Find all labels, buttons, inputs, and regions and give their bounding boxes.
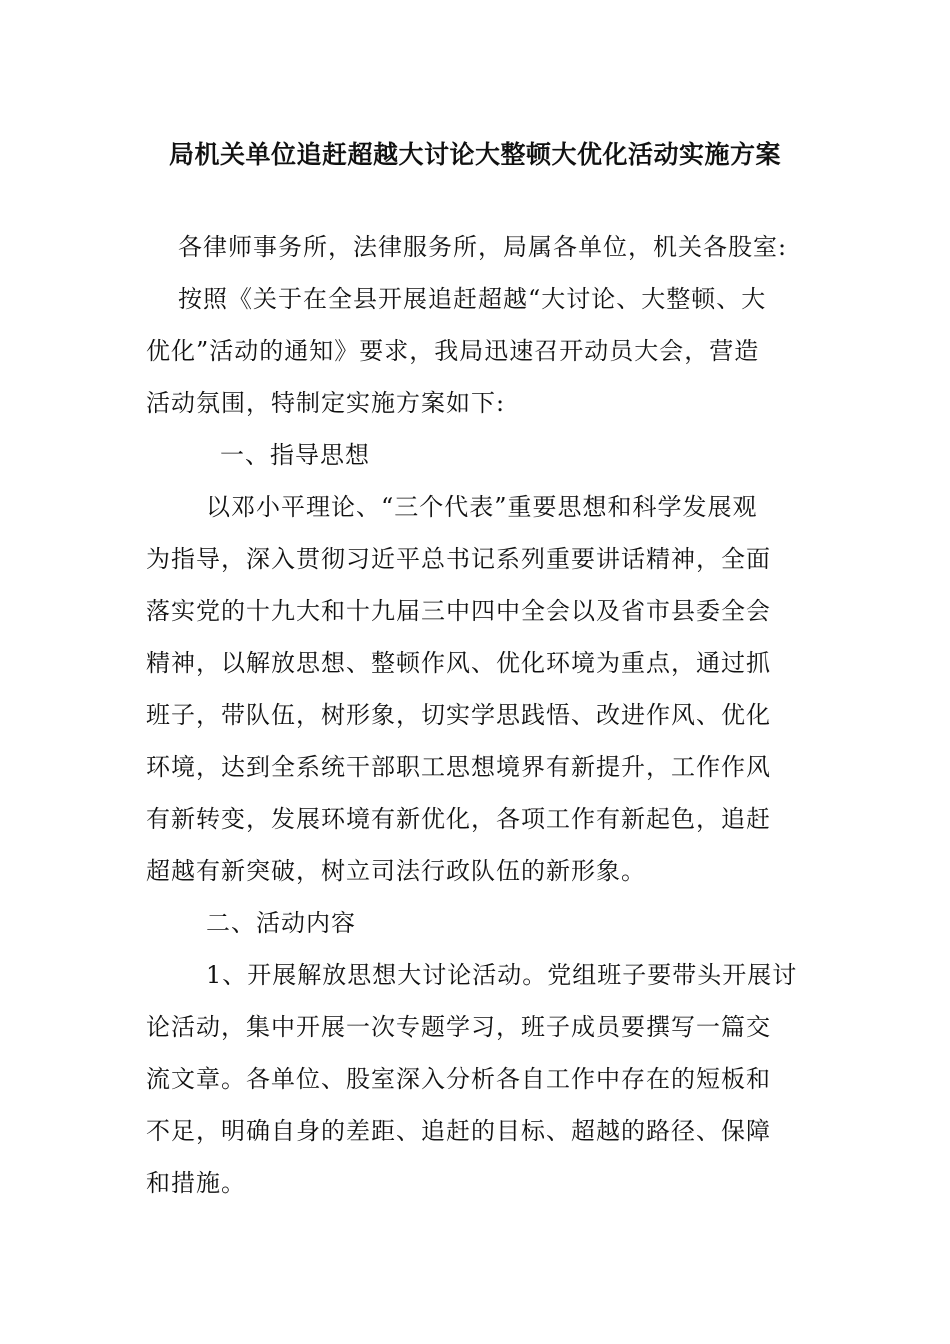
paragraph-line: 班子，带队伍，树形象，切实学思践悟、改进作风、优化	[146, 701, 771, 729]
section-heading: 一、指导思想	[220, 441, 370, 469]
document-title: 局机关单位追赶超越大讨论大整顿大优化活动实施方案	[168, 140, 781, 169]
paragraph-line: 流文章。各单位、股室深入分析各自工作中存在的短板和	[146, 1065, 771, 1093]
salutation-line: 各律师事务所，法律服务所，局属各单位，机关各股室:	[178, 233, 788, 261]
paragraph-line: 为指导，深入贯彻习近平总书记系列重要讲话精神，全面	[146, 545, 771, 573]
paragraph-line: 以邓小平理论、“三个代表”重要思想和科学发展观	[206, 493, 758, 521]
paragraph-line: 超越有新突破，树立司法行政队伍的新形象。	[146, 857, 646, 885]
paragraph-line: 有新转变，发展环境有新优化，各项工作有新起色，追赶	[146, 805, 771, 833]
paragraph-line: 不足，明确自身的差距、追赶的目标、超越的路径、保障	[146, 1117, 771, 1145]
paragraph-line: 精神，以解放思想、整顿作风、优化环境为重点，通过抓	[146, 649, 771, 677]
section-heading: 二、活动内容	[206, 909, 356, 937]
paragraph-line: 优化”活动的通知》要求，我局迅速召开动员大会，营造	[146, 337, 760, 365]
paragraph-line: 和措施。	[146, 1169, 246, 1197]
paragraph-line: 落实党的十九大和十九届三中四中全会以及省市县委全会	[146, 597, 771, 625]
paragraph-line: 活动氛围，特制定实施方案如下:	[146, 389, 506, 417]
paragraph-line: 按照《关于在全县开展追赶超越“大讨论、大整顿、大	[178, 285, 767, 313]
paragraph-line: 环境，达到全系统干部职工思想境界有新提升，工作作风	[146, 753, 771, 781]
paragraph-line: 论活动，集中开展一次专题学习，班子成员要撰写一篇交	[146, 1013, 771, 1041]
paragraph-line: 1、开展解放思想大讨论活动。党组班子要带头开展讨	[206, 961, 798, 989]
